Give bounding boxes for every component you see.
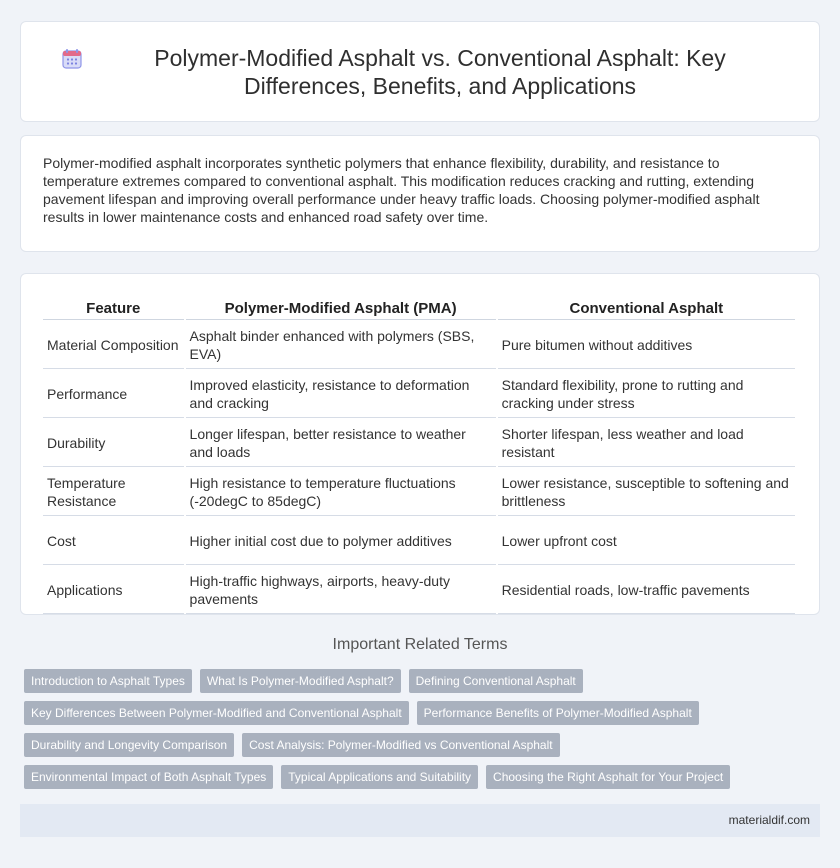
table-cell: High resistance to temperature fluctuations (-20degC to 85degC) — [186, 469, 496, 516]
table-cell: Lower upfront cost — [498, 518, 795, 565]
comparison-card — [20, 273, 820, 615]
table-cell: Pure bitumen without additives — [498, 322, 795, 369]
page-title: Polymer-Modified Asphalt vs. Conventional Asphalt: Key Differences, Benefits, and Applications — [154, 44, 726, 99]
table-cell: Higher initial cost due to polymer additives — [186, 518, 496, 565]
table-cell: Material Composition — [43, 322, 184, 369]
related-term-tag[interactable]: Durability and Longevity Comparison — [24, 733, 234, 757]
site-name[interactable]: materialdif.com — [728, 813, 810, 827]
table-row — [43, 420, 795, 467]
table-cell: Cost — [43, 518, 184, 565]
column-header: Feature — [43, 298, 184, 320]
related-term-tag[interactable]: Cost Analysis: Polymer-Modified vs Conventional Asphalt — [242, 733, 559, 757]
table-cell: Durability — [43, 420, 184, 467]
table-header-row — [43, 298, 795, 320]
related-term-tag[interactable]: Introduction to Asphalt Types — [24, 669, 192, 693]
table-row — [43, 518, 795, 565]
table-cell: Longer lifespan, better resistance to weather and loads — [186, 420, 496, 467]
column-header: Polymer-Modified Asphalt (PMA) — [186, 298, 496, 320]
related-term-tag[interactable]: Performance Benefits of Polymer-Modified Asphalt — [417, 701, 699, 725]
table-cell: Applications — [43, 567, 184, 614]
table-cell: Asphalt binder enhanced with polymers (SBS, EVA) — [186, 322, 496, 369]
table-row — [43, 567, 795, 614]
intro-card — [20, 135, 820, 252]
intro-paragraph: Polymer-modified asphalt incorporates synthetic polymers that enhance flexibility, durability, and resistance to temperature extremes compared to conventional asphalt. This modification reduces cracking and rutting, extending pavement lifespan and improving overall performance under heavy traffic loads. Choosing polymer-modified asphalt results in lower maintenance costs and enhanced road safety over time. — [43, 155, 760, 225]
related-term-tag[interactable]: Typical Applications and Suitability — [281, 765, 478, 789]
table-row — [43, 371, 795, 418]
table-cell: Residential roads, low-traffic pavements — [498, 567, 795, 614]
column-header: Conventional Asphalt — [498, 298, 795, 320]
related-terms-list — [24, 669, 824, 797]
table-cell: Shorter lifespan, less weather and load resistant — [498, 420, 795, 467]
related-term-tag[interactable]: What Is Polymer-Modified Asphalt? — [200, 669, 401, 693]
related-term-tag[interactable]: Environmental Impact of Both Asphalt Types — [24, 765, 273, 789]
related-term-tag[interactable]: Key Differences Between Polymer-Modified and Conventional Asphalt — [24, 701, 409, 725]
comparison-table — [41, 296, 797, 616]
table-cell: Temperature Resistance — [43, 469, 184, 516]
table-cell: High-traffic highways, airports, heavy-duty pavements — [186, 567, 496, 614]
table-row — [43, 322, 795, 369]
related-term-tag[interactable]: Choosing the Right Asphalt for Your Project — [486, 765, 730, 789]
related-terms-heading: Important Related Terms — [332, 636, 508, 653]
table-cell: Performance — [43, 371, 184, 418]
table-row — [43, 469, 795, 516]
table-cell: Lower resistance, susceptible to softening and brittleness — [498, 469, 795, 516]
title-card — [20, 21, 820, 122]
related-term-tag[interactable]: Defining Conventional Asphalt — [409, 669, 583, 693]
footer — [20, 804, 820, 837]
table-cell: Standard flexibility, prone to rutting and cracking under stress — [498, 371, 795, 418]
calendar-icon — [61, 48, 83, 70]
table-cell: Improved elasticity, resistance to deformation and cracking — [186, 371, 496, 418]
